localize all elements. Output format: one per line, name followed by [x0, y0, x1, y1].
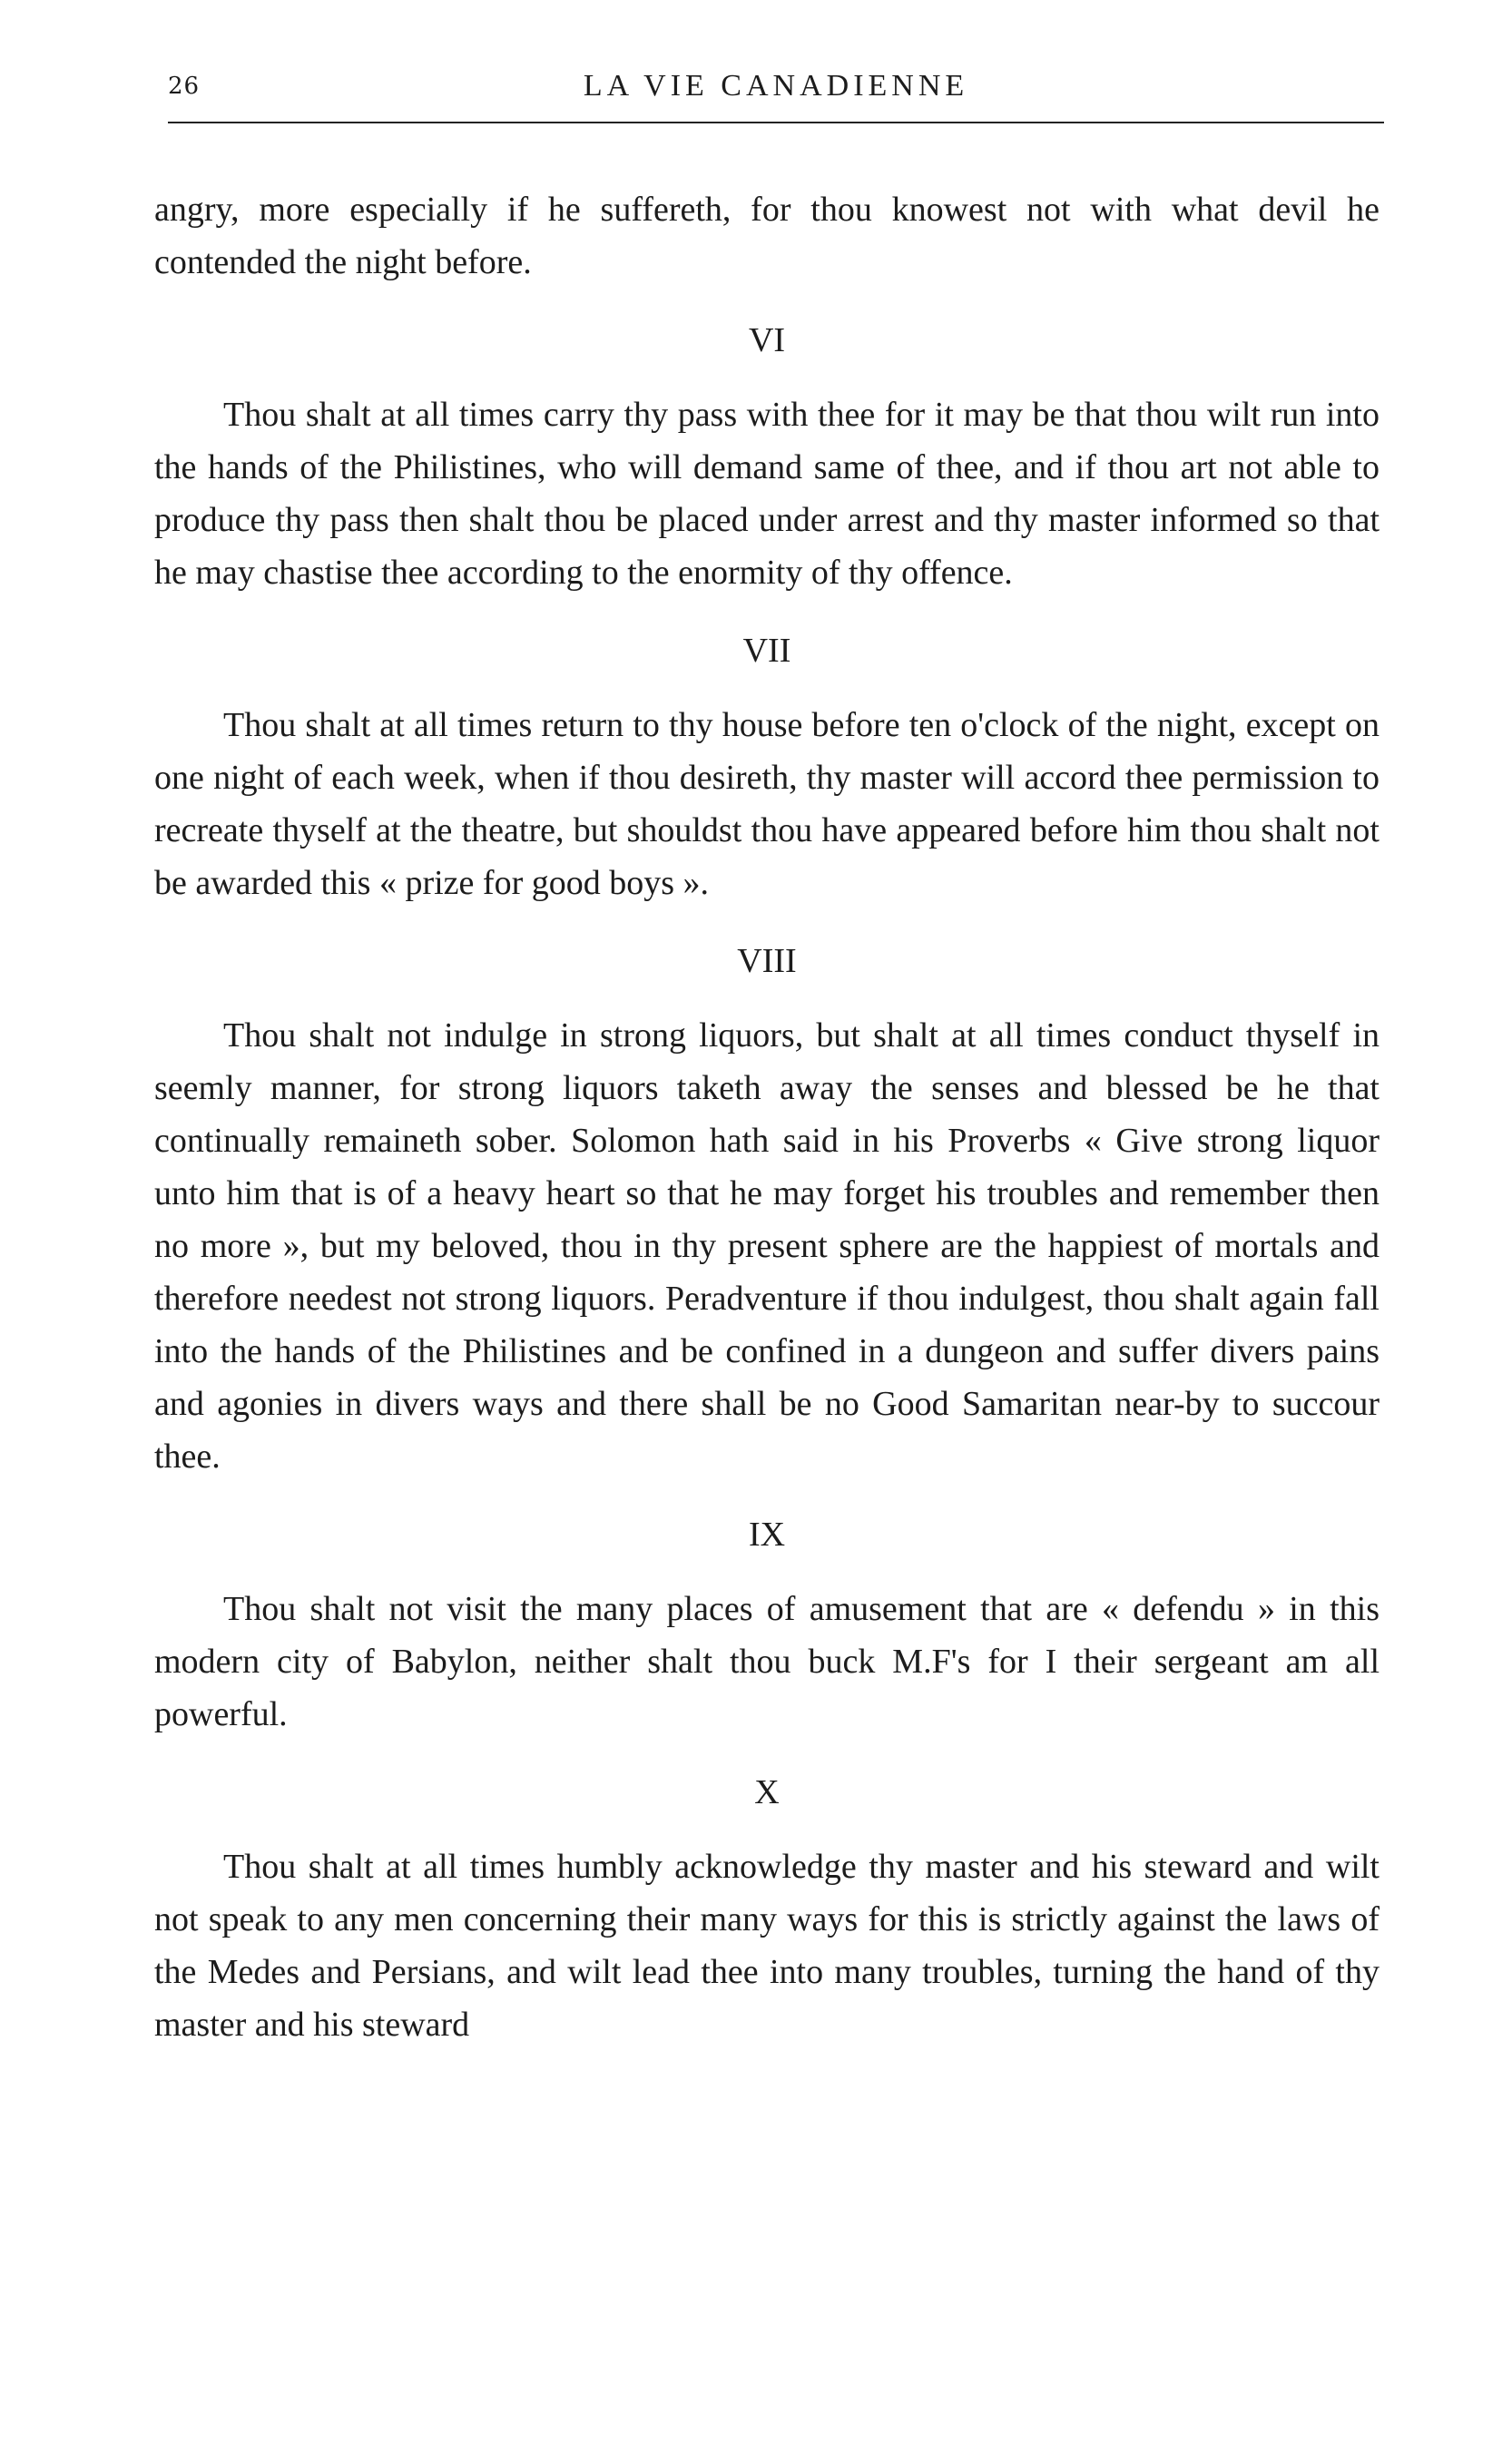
section-paragraph-vi: Thou shalt at all times carry thy pass with thee for it may be that thou wilt run into the hands of the Philistines, who will demand same of thee, and if thou art not able to produce thy pass then shalt thou be placed under arrest and thy master informed so that he may chastise thee according to the enormity of thy offence.: [154, 396, 1379, 592]
section-paragraph-vii: Thou shalt at all times return to thy house before ten o'clock of the night, except on one night of each week, when if thou desireth, thy master will accord thee permission to recreate thyself at the theatre, but shouldst thou have appeared before him thou shalt not be awarded this « prize for good boys ».: [154, 706, 1379, 902]
page-number: 26: [168, 73, 201, 100]
continuation-paragraph: angry, more especially if he suffereth, for thou knowest not with what devil he contended the night before.: [154, 191, 1379, 281]
section-paragraph-ix: Thou shalt not visit the many places of amusement that are « defendu » in this modern city of Babylon, neither shalt thou buck M.F's for I their sergeant am all powerful.: [154, 1590, 1379, 1733]
section-heading-vi: VI: [748, 321, 786, 359]
header-rule: [168, 122, 1384, 123]
page-header: [168, 65, 1384, 129]
section-paragraph-x: Thou shalt at all times humbly acknowledge thy master and his steward and wilt not speak to any men concerning their many ways for this is strictly against the laws of the Medes and Persians, and wilt lead thee into many troubles, turning the hand of thy master and his steward: [154, 1848, 1379, 2044]
section-heading-vii: VII: [742, 632, 791, 670]
section-heading-x: X: [754, 1773, 780, 1811]
page-body: [154, 183, 1379, 2051]
section-heading-viii: VIII: [737, 942, 797, 980]
section-heading-ix: IX: [748, 1516, 786, 1554]
running-title: LA VIE CANADIENNE: [583, 69, 969, 103]
section-paragraph-viii: Thou shalt not indulge in strong liquors, but shalt at all times conduct thyself in seemly manner, for strong liquors taketh away the senses and blessed be he that continually remaineth sober. Solomon hath said in his Proverbs « Give strong liquor unto him that is of a heavy heart so that he may forget his troubles and remember then no more », but my beloved, thou in thy present sphere are the happiest of mortals and therefore needest not strong liquors. Peradventure if thou indulgest, thou shalt again fall into the hands of the Philistines and be confined in a dungeon and suffer divers pains and agonies in divers ways and there shall be no Good Samaritan near-by to succour thee.: [154, 1016, 1379, 1476]
